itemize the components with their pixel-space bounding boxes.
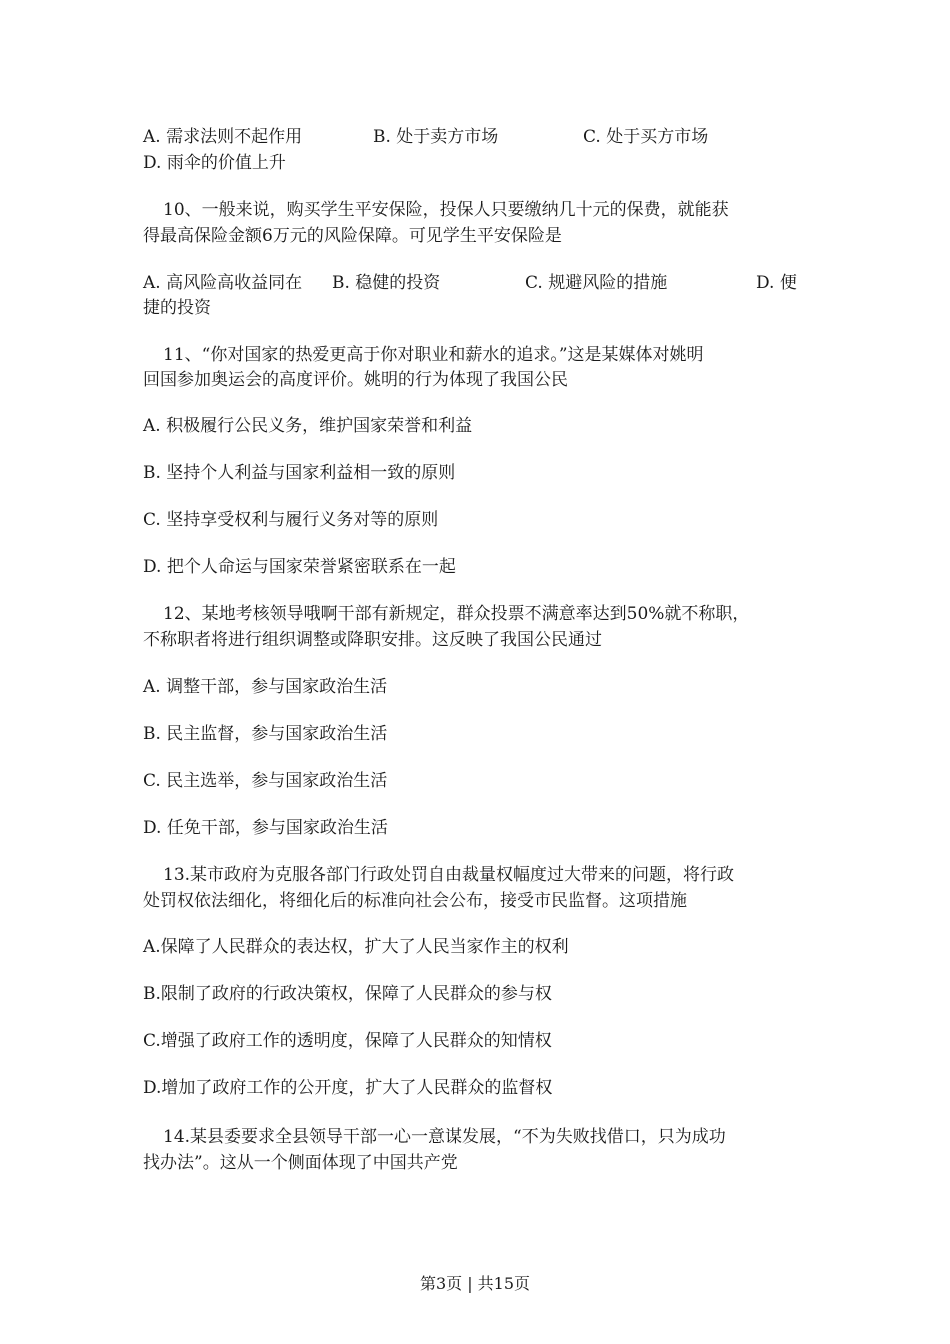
q13-option-b: B.限制了政府的行政决策权，保障了人民群众的参与权: [143, 984, 552, 1004]
q12-option-d: D. 任免干部，参与国家政治生活: [143, 818, 388, 838]
q9-option-a: A. 需求法则不起作用: [143, 127, 303, 147]
q9-option-c: C. 处于买方市场: [583, 127, 709, 147]
q13-stem-line1: 13.某市政府为克服各部门行政处罚自由裁量权幅度过大带来的问题，将行政: [163, 865, 735, 885]
q10-option-d-cont: 捷的投资: [143, 298, 211, 318]
q14-stem-line1: 14.某县委要求全县领导干部一心一意谋发展，“不为失败找借口，只为成功: [163, 1127, 726, 1147]
q12-option-c: C. 民主选举，参与国家政治生活: [143, 771, 388, 791]
q12-option-a: A. 调整干部，参与国家政治生活: [143, 677, 388, 697]
q12-option-b: B. 民主监督，参与国家政治生活: [143, 724, 388, 744]
q13-stem-line2: 处罚权依法细化，将细化后的标准向社会公布，接受市民监督。这项措施: [143, 891, 687, 911]
q12-stem-line1: 12、某地考核领导哦啊干部有新规定，群众投票不满意率达到50%就不称职，: [163, 604, 750, 624]
q10-option-b: B. 稳健的投资: [332, 273, 441, 293]
q13-option-a: A.保障了人民群众的表达权，扩大了人民当家作主的权利: [143, 937, 569, 957]
q11-option-c: C. 坚持享受权利与履行义务对等的原则: [143, 510, 439, 530]
q12-stem-line2: 不称职者将进行组织调整或降职安排。这反映了我国公民通过: [143, 630, 602, 650]
q13-option-d: D.增加了政府工作的公开度，扩大了人民群众的监督权: [143, 1078, 553, 1098]
q10-option-a: A. 高风险高收益同在: [143, 273, 303, 293]
q11-option-a: A. 积极履行公民义务，维护国家荣誉和利益: [143, 416, 473, 436]
q10-stem-line2: 得最高保险金额6万元的风险保障。可见学生平安保险是: [143, 226, 562, 246]
q10-option-c: C. 规避风险的措施: [525, 273, 668, 293]
q11-stem-line1: 11、“你对国家的热爱更高于你对职业和薪水的追求。”这是某媒体对姚明: [163, 345, 704, 365]
q10-option-d: D. 便: [756, 273, 797, 293]
q14-stem-line2: 找办法”。这从一个侧面体现了中国共产党: [143, 1153, 458, 1173]
q13-option-c: C.增强了政府工作的透明度，保障了人民群众的知情权: [143, 1031, 552, 1051]
q11-option-b: B. 坚持个人利益与国家利益相一致的原则: [143, 463, 456, 483]
q11-option-d: D. 把个人命运与国家荣誉紧密联系在一起: [143, 557, 456, 577]
q9-option-d: D. 雨伞的价值上升: [143, 153, 286, 173]
q11-stem-line2: 回国参加奥运会的高度评价。姚明的行为体现了我国公民: [143, 370, 568, 390]
q10-stem-line1: 10、一般来说，购买学生平安保险，投保人只要缴纳几十元的保费，就能获: [163, 200, 729, 220]
page-footer: 第3页 | 共15页: [419, 1274, 531, 1293]
q9-option-b: B. 处于卖方市场: [373, 127, 499, 147]
